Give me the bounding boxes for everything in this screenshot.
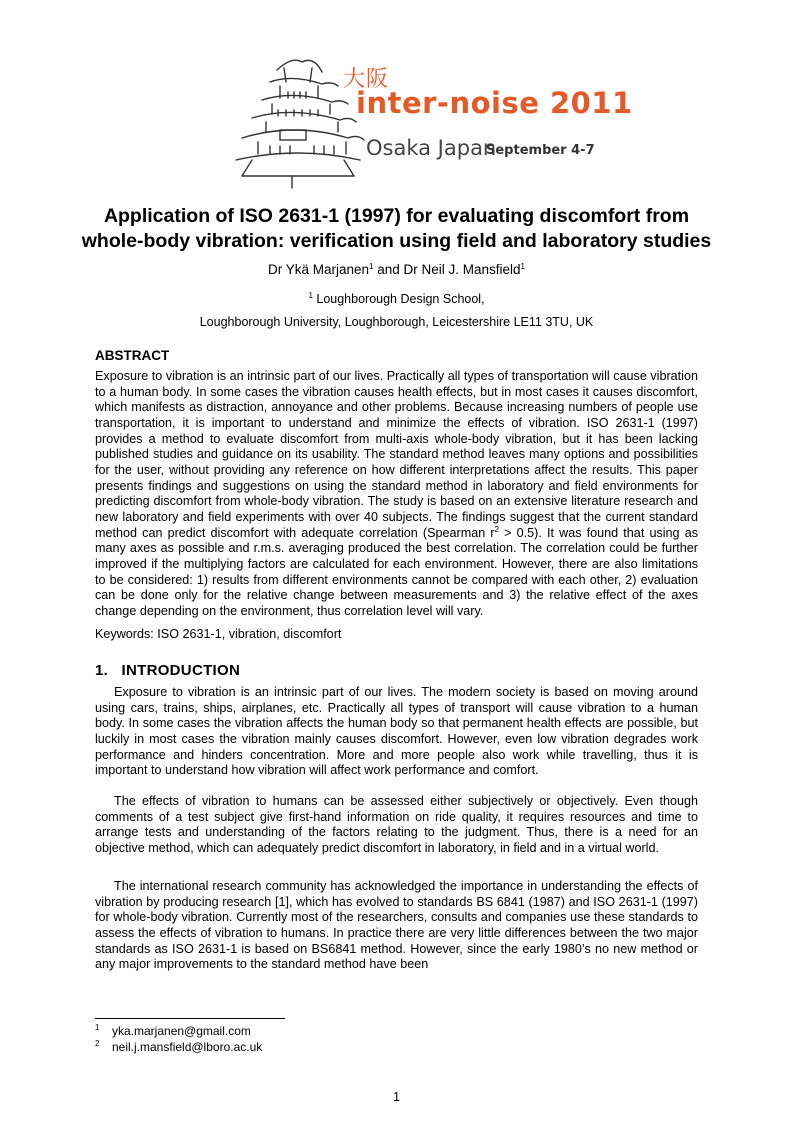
affiliation-mark: 1 — [308, 291, 313, 300]
footnote-divider — [95, 1018, 285, 1019]
affiliation-school: Loughborough Design School, — [312, 292, 485, 306]
conference-city: Osaka Japan — [366, 136, 497, 160]
intro-paragraph-2: The effects of vibration to humans can be assessed either subjectively or objectively. Even though comments of a test subject give first-hand information on ride quality, it requires resources and time to arrange tests and understanding of the factors relating to the judgment. Thus, there is a need for an objective method, which can adequately predict discomfort in laboratory, in field and in a virtual world. — [95, 794, 698, 855]
author-1-mark: 1 — [369, 262, 374, 271]
affiliation-line-2: Loughborough University, Loughborough, Leicestershire LE11 3TU, UK — [199, 315, 594, 329]
paper-title-line-2: whole-body vibration: verification using field and laboratory studies — [81, 230, 712, 252]
footnote-2-number: 2 — [95, 1039, 100, 1048]
footnote-1-email[interactable]: yka.marjanen@gmail.com — [112, 1024, 251, 1038]
abstract-heading: ABSTRACT — [95, 348, 170, 363]
footnote-2 — [95, 1039, 262, 1054]
author-1: Dr Ykä Marjanen — [267, 262, 370, 277]
conference-name: inter-noise 2011 — [356, 86, 633, 120]
abstract-superscript: 2 — [494, 524, 499, 534]
footnote-1-number: 1 — [95, 1023, 100, 1032]
conference-dates: September 4-7 — [486, 143, 595, 158]
author-2: and Dr Neil J. Mansfield — [373, 262, 521, 277]
abstract-text-part-1: Exposure to vibration is an intrinsic part of our lives. Practically all types of transportation will cause vibration to a human body. In some cases the vibration causes health effects, but in most cases it causes discomfort, which manifests as distraction, annoyance and other problems. Because increasing numbers of people use transportation, it is important to understand and minimize the effects of vibration. ISO 2631-1 (1997) provides a method to evaluate discomfort from multi-axis whole-body vibration, but it has been lacking published studies and guidance on its usability. The standard method leaves many options and possibilities for the user, without providing any reference on how different interpretations affect the results. This paper presents findings and suggestions on using the standard method in laboratory and field environments for predicting discomfort from whole-body vibration. The study is based on an extensive literature research and new laboratory and field experiments with over 40 subjects. The findings suggest that the current standard method can predict discomfort with adequate correlation (Spearman r — [95, 369, 698, 540]
author-line — [60, 262, 733, 277]
intro-paragraph-3: The international research community has acknowledged the importance in understanding the effects of vibration by producing research [1], which has evolved to standards BS 6841 (1987) and ISO 2631-1 (1997) for whole-body vibration. Currently most of the researchers, consults and companies use these standards to assess the effects of vibration to humans. In practice there are very little differences between the two major standards as ISO 2631-1 is based on BS6841 method. However, since the early 1980’s no new method or any major improvements to the standard method have been — [95, 879, 698, 972]
footnote-2-email[interactable]: neil.j.mansfield@lboro.ac.uk — [112, 1040, 263, 1054]
introduction-heading: 1. INTRODUCTION — [95, 662, 241, 679]
abstract-body — [95, 369, 698, 620]
author-2-mark: 1 — [520, 262, 525, 271]
logo-kanji: 大阪 — [343, 67, 390, 92]
paper-title-line-1: Application of ISO 2631-1 (1997) for evaluating discomfort from — [103, 205, 690, 227]
footnote-1 — [95, 1023, 251, 1038]
affiliation-line-1 — [60, 291, 733, 306]
abstract-text-part-2: > 0.5). It was found that using as many axes as possible and r.m.s. averaging produced the best correlation. The correlation could be further improved if the multiplying factors are calculated for each environment. However, there are also limitations to be considered: 1) results from different environments cannot be compared with each other, 2) evaluation can be done only for the relative change between measurements and 3) the relative effect of the axes change depending on the environment, thus correlation level will vary. — [95, 525, 699, 618]
intro-paragraph-1: Exposure to vibration is an intrinsic part of our lives. The modern society is based on moving around using cars, trains, ships, airplanes, etc. Practically all types of transport will cause vibration to a human body. In some cases the vibration affects the human body so that permanent health effects are possible, but luckily in most cases the vibration mainly causes discomfort. However, even low vibration degrades work performance and hinders concentration. More and more people also work while travelling, thus it is important to understand how vibration will affect work performance and comfort. — [95, 685, 698, 778]
keywords: Keywords: ISO 2631-1, vibration, discomfort — [95, 627, 342, 641]
page-number: 1 — [393, 1090, 400, 1104]
